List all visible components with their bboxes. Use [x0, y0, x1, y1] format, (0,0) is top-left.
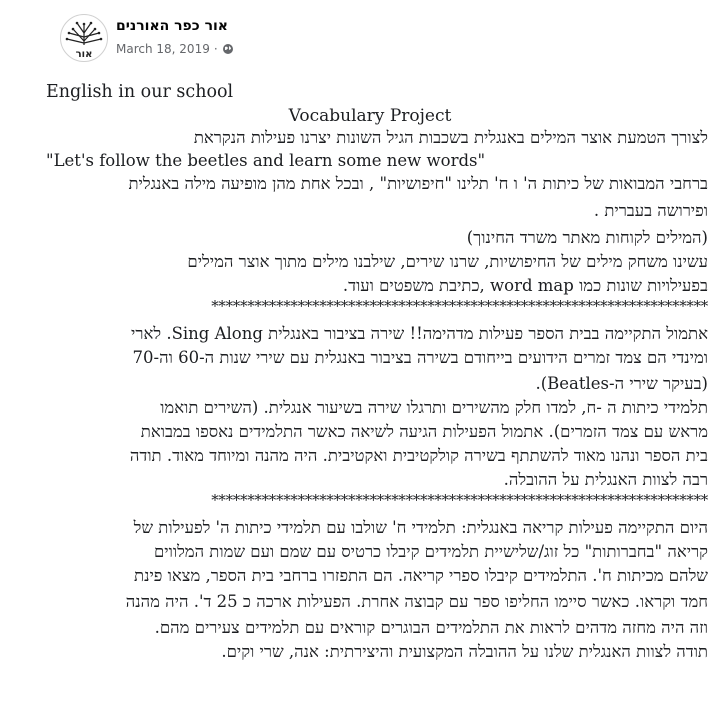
post-date[interactable]: March 18, 2019 — [116, 42, 210, 56]
divider-stars: ********************************************************************* — [211, 491, 708, 509]
post-line: "Let's follow the beetles and learn some new words" — [46, 151, 486, 170]
tree-logo-icon — [61, 15, 107, 61]
post-meta — [116, 42, 234, 56]
post-line: (המילים לקוחות מאתר משרד החינוך) — [466, 228, 708, 247]
post-line: ופירושה בעברית . — [593, 201, 708, 220]
page-name[interactable]: אור כפר האורנים — [116, 18, 228, 34]
post-line: בית הספר ונהנו מאוד להשתתף בשירה קולקטיבית ואקטיבית. היה מהנה ומיוחד מאוד. תודה — [129, 446, 708, 465]
svg-text:אור: אור — [75, 49, 93, 60]
post-line: קריאה "בחברותות" כל זוג/שלישיית תלמידים קיבלו כרטיס עם שמם ועם שמות המלווים — [154, 542, 708, 561]
post-line: שלהם מכיתות ח'. התלמידים קיבלו ספרי קריאה. הם התפזרו ברחבי בית הספר, מצאו פינת — [134, 566, 708, 585]
post-line: היום התקיימה פעילות קריאה באנגלית: תלמידי ח' שולבו עם תלמידי כיתות ה' לפעילות של — [133, 518, 708, 537]
post-subtitle: Vocabulary Project — [288, 106, 452, 126]
divider-stars: ********************************************************************* — [211, 297, 708, 315]
post-header — [60, 14, 340, 64]
post-line: וזה היה מחזה מדהים לראות את התלמידים הבוגרים קוראים עם תלמידים צעירים מהם. — [154, 618, 708, 637]
post-line: עשינו משחק מילים של החיפושיות, שרנו שירים, שילבנו מילים מתוך אוצר המילים — [187, 252, 708, 271]
post-line: חמד וקראו. כאשר סיימו החליפו ספר עם קבוצה אחרת. הפעילות ארכה כ 25 ד'. היה מהנה — [125, 592, 708, 611]
post-title: English in our school — [46, 82, 234, 102]
post-line: (בעיקר שירי ה-Beatles). — [535, 374, 708, 393]
post-line: תודה לצוות האנגלית שלנו על ההובלה המקצועית והיצירתית: אנה, שרי וקים. — [221, 642, 708, 661]
page-avatar[interactable] — [60, 14, 108, 62]
post-line: בפעילויות שונות כמו word map ,כתיבת משפטים ועוד. — [342, 276, 708, 295]
meta-separator: · — [213, 42, 218, 56]
post-line: מראש עם צמד הזמרים). אתמול הפעילות הגיעה לשיאה כאשר התלמידים נאספו במבואת — [140, 422, 708, 441]
post-line: תלמידי כיתות ה -ח, למדו חלק מהשירים ותרגלו שירה בשיעור אנגלית. (השירים תואמו — [160, 398, 708, 417]
globe-icon[interactable] — [222, 43, 234, 55]
post-line: אתמול התקיימה בבית הספר פעילות מדהימה!! שירה בציבור באנגלית Sing Along. לארי — [131, 324, 708, 343]
post-line: ברחבי המבואות של כיתות ה' ו ח' תלינו "חיפושיות" , ובכל אחת מהן מופיעה מילה באנגלית — [128, 174, 708, 193]
post-line: לצורך הטמעת אוצר המילים באנגלית בשכבות הגיל השונות יצרנו פעילות הנקראת — [193, 128, 708, 147]
post-line: רבה לצוות האנגלית על ההובלה. — [503, 470, 708, 489]
post-line: ומינדי הם צמד זמרים הידועים בייחודם בשירה בציבור באנגלית עם שירי שנות ה-60 וה-70 — [132, 348, 708, 367]
